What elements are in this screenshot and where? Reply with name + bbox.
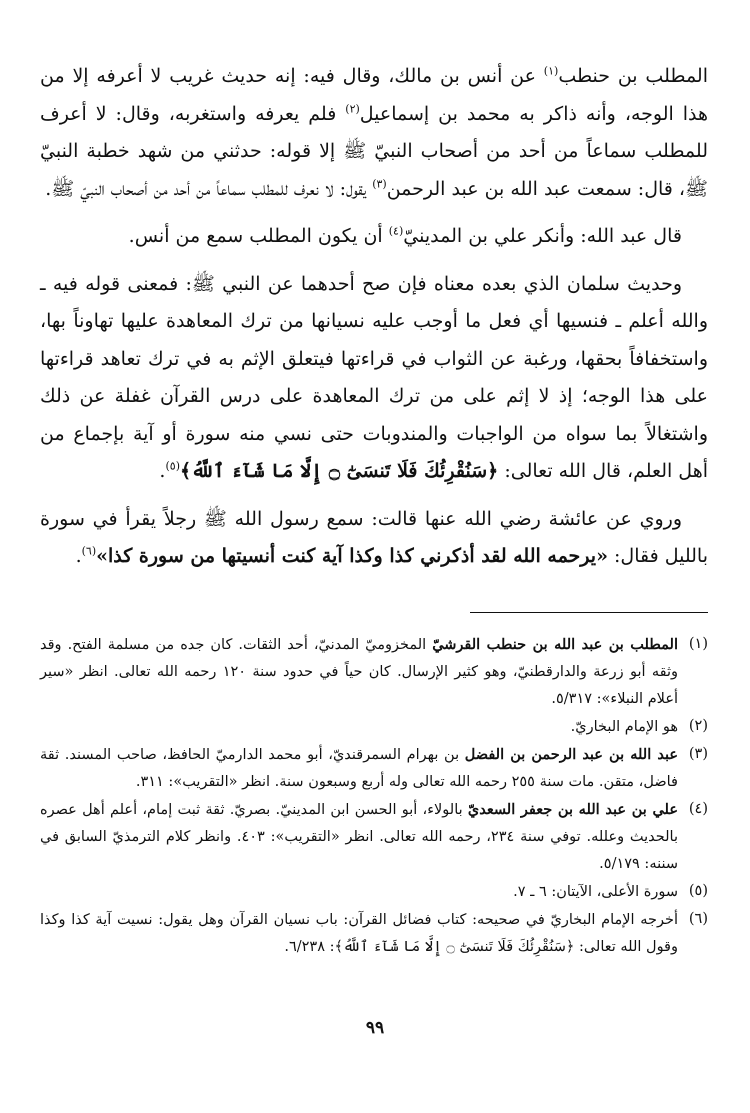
text-run: . — [159, 460, 166, 482]
footnote-item — [40, 741, 708, 796]
footnote-number: (٢) — [688, 717, 708, 734]
footnote-number: (٥) — [688, 882, 708, 899]
text-run: وحديث سلمان الذي بعده معناه فإن صح أحدهما عن النبي ﷺ: فمعنى قوله فيه ـ والله أعلم ـ فنسيها أي فعل ما أوجب عليه نسيانها من ترك المعاهدة عليها تهاوناً بها، واستخفافاً بحقها، ورغبة عن الثواب في قراءتها فيتعلق الإثم به في ترك تعاهد قراءتها على هذا الوجه؛ إذ لا إثم على من ترك المعاهدة على درس القرآن غفلة عن ذلك واشتغالاً بما سواه من الواجبات والمندوبات حتى نسي منه سورة أو آية بإجماع من أهل العلم، قال الله تعالى: — [40, 272, 708, 482]
paragraph-1 — [40, 58, 708, 208]
footnote-text: المخزوميّ المدنيّ، أحد الثقات. كان جده من مسلمة الفتح. وقد وثقه أبو زرعة والدارقطنيّ، وهو كثير الإرسال. كان حياً في حدود سنة ١٢٠ رحمه الله تعالى. انظر «سير أعلام النبلاء»: ٥/٣١٧. — [40, 636, 679, 707]
paragraph-4 — [40, 501, 708, 576]
paragraph-2 — [40, 218, 708, 256]
footnote-text: بن بهرام السمرقنديّ، أبو محمد الدارميّ الحافظ، صاحب المسند. ثقة فاضل، متقن. مات سنة ٢٥٥ رحمه الله تعالى وله أربع وسبعون سنة. انظر «التقريب»: ٣١١. — [40, 746, 678, 790]
text-run: قال عبد الله: وأنكر علي بن المدينيّ — [403, 225, 682, 247]
footnote-number: (١) — [688, 635, 708, 652]
footnote-body — [40, 878, 678, 906]
footnote-body — [40, 741, 678, 796]
footnote-item — [40, 796, 708, 878]
footnote-number: (٦) — [688, 910, 708, 927]
footnote-name: عبد الله بن عبد الرحمن بن الفضل — [464, 745, 678, 763]
footnote-body — [40, 713, 678, 741]
text-run: . — [75, 545, 82, 567]
text-run: عن أنس بن مالك، وقال فيه: إنه حديث غريب لا أعرفه إلا من هذا الوجه، وأنه ذاكر به محمد بن إسماعيل — [40, 65, 709, 125]
footnote-ref-6[interactable]: (٦) — [81, 544, 97, 558]
footnote-number: (٣) — [688, 745, 708, 762]
text-run: وروي عن عائشة رضي الله عنها قالت: سمع رسول الله ﷺ رجلاً يقرأ في سورة بالليل فقال: — [40, 507, 708, 567]
quran-verse: ﴿سَنُقْرِئُكَ فَلَا تَنسَىٰٓ ۝ إِلَّا مَا شَآءَ ٱللَّهُ﴾ — [179, 460, 499, 482]
footnote-item — [40, 631, 708, 713]
footnote-text: هو الإمام البخاريّ. — [570, 718, 678, 735]
text-run: يقول: لا نعرف للمطلب سماعاً من أحد من أصحاب النبيّ ﷺ. — [45, 177, 373, 200]
footnote-divider — [470, 612, 708, 613]
footnote-body — [40, 906, 678, 961]
page-number: ٩٩ — [365, 1018, 385, 1038]
footnote-ref-2[interactable]: (٢) — [345, 102, 360, 116]
footnote-ref-1[interactable]: (١) — [543, 64, 559, 78]
text-run: فلم يعرفه واستغربه، وقال: لا أعرف للمطلب سماعاً من أحد من أصحاب النبيّ ﷺ إلا قوله: حدثني من شهد خطبة النبيّ ﷺ، قال: سمعت عبد الله بن عبد الرحمن — [40, 102, 708, 200]
footnote-text: سورة الأعلى، الآيتان: ٦ ـ ٧. — [513, 883, 678, 900]
footnote-ref-4[interactable]: (٤) — [388, 224, 404, 238]
text-run: أن يكون المطلب سمع من أنس. — [128, 225, 389, 247]
footnote-body — [40, 631, 678, 713]
main-text — [40, 58, 708, 576]
footnote-ref-5[interactable]: (٥) — [165, 459, 180, 473]
footnote-body — [40, 796, 678, 878]
hadith-quote: «يرحمه الله لقد أذكرني كذا وكذا آية كنت أنسيتها من سورة كذا» — [96, 545, 608, 567]
footnote-item — [40, 713, 708, 741]
text-run: المطلب بن حنطب — [558, 65, 708, 87]
footnote-item — [40, 878, 708, 906]
footnote-number: (٤) — [688, 800, 708, 817]
footnote-ref-3[interactable]: (٣) — [372, 177, 387, 191]
footnote-text: أخرجه الإمام البخاريّ في صحيحه: كتاب فضائل القرآن: باب نسيان القرآن وهل يقول: نسيت آية كذا وكذا وقول الله تعالى: ﴿سَنُقْرِئُكَ فَلَا تَنسَىٰٓ ۝ إِلَّا مَا شَآءَ ٱللَّهُ﴾: ٦/٢٣٨. — [40, 911, 678, 955]
footnote-text: بالولاء، أبو الحسن ابن المدينيّ. بصريّ. ثقة ثبت إمام، أعلم أهل عصره بالحديث وعلله. توفي سنة ٢٣٤، رحمه الله تعالى. انظر «التقريب»: ٤٠٣. وانظر كلام الترمذيّ السابق في سننه: ٥/١٧٩. — [40, 801, 678, 872]
paragraph-3 — [40, 266, 708, 491]
footnote-name: المطلب بن عبد الله بن حنطب القرشيّ — [432, 635, 678, 653]
footnote-name: علي بن عبد الله بن جعفر السعديّ — [467, 800, 678, 818]
footnotes — [40, 631, 708, 961]
footnote-item — [40, 906, 708, 961]
